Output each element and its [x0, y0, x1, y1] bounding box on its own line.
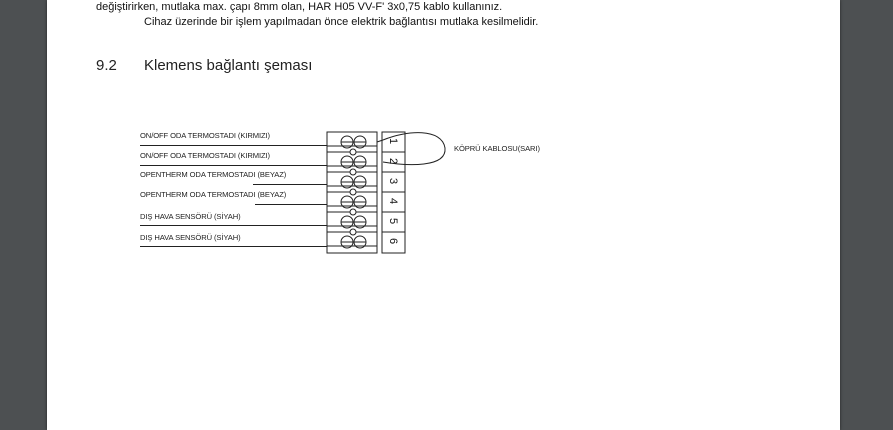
terminal-number-6: 6 [387, 237, 399, 245]
leader-line [253, 184, 327, 185]
leader-line [140, 145, 327, 146]
terminal-label-1: ON/OFF ODA TERMOSTADI (KIRMIZI) [140, 131, 270, 140]
body-text-line: değiştirirken, mutlaka max. çapı 8mm olan, HAR H05 VV-F' 3x0,75 kablo kullanınız. [96, 1, 503, 13]
leader-line [140, 225, 327, 226]
section-title: Klemens bağlantı şeması [144, 57, 313, 74]
leader-line [255, 204, 327, 205]
section-number: 9.2 [96, 57, 117, 74]
leader-line [140, 246, 327, 247]
leader-line [140, 165, 327, 166]
terminal-label-6: DIŞ HAVA SENSÖRÜ (SİYAH) [140, 233, 241, 242]
document-page [47, 0, 840, 430]
terminal-number-5: 5 [387, 217, 399, 225]
terminal-number-3: 3 [387, 177, 399, 185]
terminal-number-1: 1 [387, 137, 399, 145]
bridge-cable-label: KÖPRÜ KABLOSU(SARI) [454, 144, 540, 153]
terminal-number-2: 2 [387, 157, 399, 165]
terminal-label-2: ON/OFF ODA TERMOSTADI (KIRMIZI) [140, 151, 270, 160]
terminal-label-4: OPENTHERM ODA TERMOSTADI (BEYAZ) [140, 190, 287, 199]
terminal-number-4: 4 [387, 197, 399, 205]
body-text-line: Cihaz üzerinde bir işlem yapılmadan önce elektrik bağlantısı mutlaka kesilmelidir. [144, 16, 539, 28]
terminal-label-5: DIŞ HAVA SENSÖRÜ (SİYAH) [140, 212, 241, 221]
terminal-label-3: OPENTHERM ODA TERMOSTADI (BEYAZ) [140, 170, 287, 179]
